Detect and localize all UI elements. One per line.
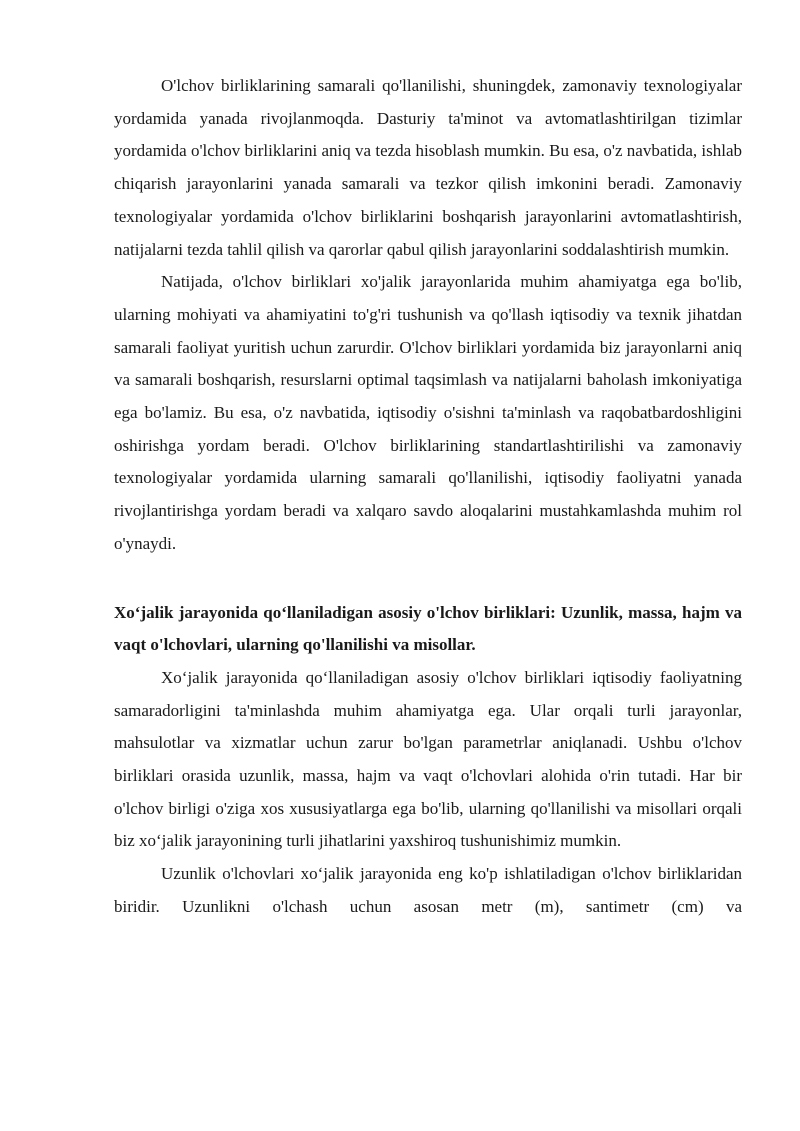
paragraph-basic-units: Xo‘jalik jarayonida qo‘llaniladigan asosiy o'lchov birliklari iqtisodiy faoliyatning samaradorligini ta'minlashda muhim ahamiyatga ega. Ular orqali turli jarayonlar, mahsulotlar va xizmatlar uchun zarur bo'lgan parametrlar aniqlanadi. Ushbu o'lchov birliklari orasida uzunlik, massa, hajm va vaqt o'lchovlari alohida o'rin tutadi. Har bir o'lchov birligi o'ziga xos xususiyatlarga ega bo'lib, ularning qo'llanilishi va misollari orqali biz xo‘jalik jarayonining turli jihatlarini yaxshiroq tushunishimiz mumkin. — [114, 667, 742, 851]
paragraph-modern-technologies: O'lchov birliklarining samarali qo'llanilishi, shuningdek, zamonaviy texnologiyalar yordamida yanada rivojlanmoqda. Dasturiy ta'minot va avtomatlashtirilgan tizimlar yordamida o'lchov birliklarini aniq va tezda hisoblash mumkin. Bu esa, o'z navbatida, ishlab chiqarish jarayonlarini yanada samarali va tezkor qilish imkonini beradi. Zamonaviy texnologiyalar yordamida o'lchov birliklarini boshqarish jarayonlarini avtomatlashtirish, natijalarni tezda tahlil qilish va qarorlar qabul qilish jarayonlarini soddalashtirish mumkin. — [114, 76, 742, 259]
paragraph-conclusion: Natijada, o'lchov birliklari xo'jalik jarayonlarida muhim ahamiyatga ega bo'lib, ularning mohiyati va ahamiyatini to'g'ri tushunish va qo'llash iqtisodiy va texnik jihatdan samarali faoliyat yuritish uchun zarurdir. O'lchov birliklari yordamida biz jarayonlarni aniq va samarali boshqarish, resurslarni optimal taqsimlash va natijalarni baholash imkoniyatiga ega bo'lamiz. Bu esa, o'z navbatida, iqtisodiy o'sishni ta'minlash va raqobatbardoshligini oshirishga yordam beradi. O'lchov birliklarining standartlashtirilishi va zamonaviy texnologiyalar yordamida ularning samarali qo'llanilishi, iqtisodiy faoliyatni yanada rivojlantirishga yordam beradi va xalqaro savdo aloqalarini mustahkamlashda muhim rol o'ynaydi. — [114, 272, 742, 553]
document-page — [114, 70, 742, 924]
section-heading: Xo‘jalik jarayonida qo‘llaniladigan asosiy o'lchov birliklari: Uzunlik, massa, hajm va vaqt o'lchovlari, ularning qo'llanilishi va misollar. — [114, 602, 742, 655]
paragraph-length-units: Uzunlik o'lchovlari xo‘jalik jarayonida eng ko'p ishlatiladigan o'lchov birliklaridan biridir. Uzunlikni o'lchash uchun asosan metr (m), santimetr (cm) va — [114, 864, 742, 916]
